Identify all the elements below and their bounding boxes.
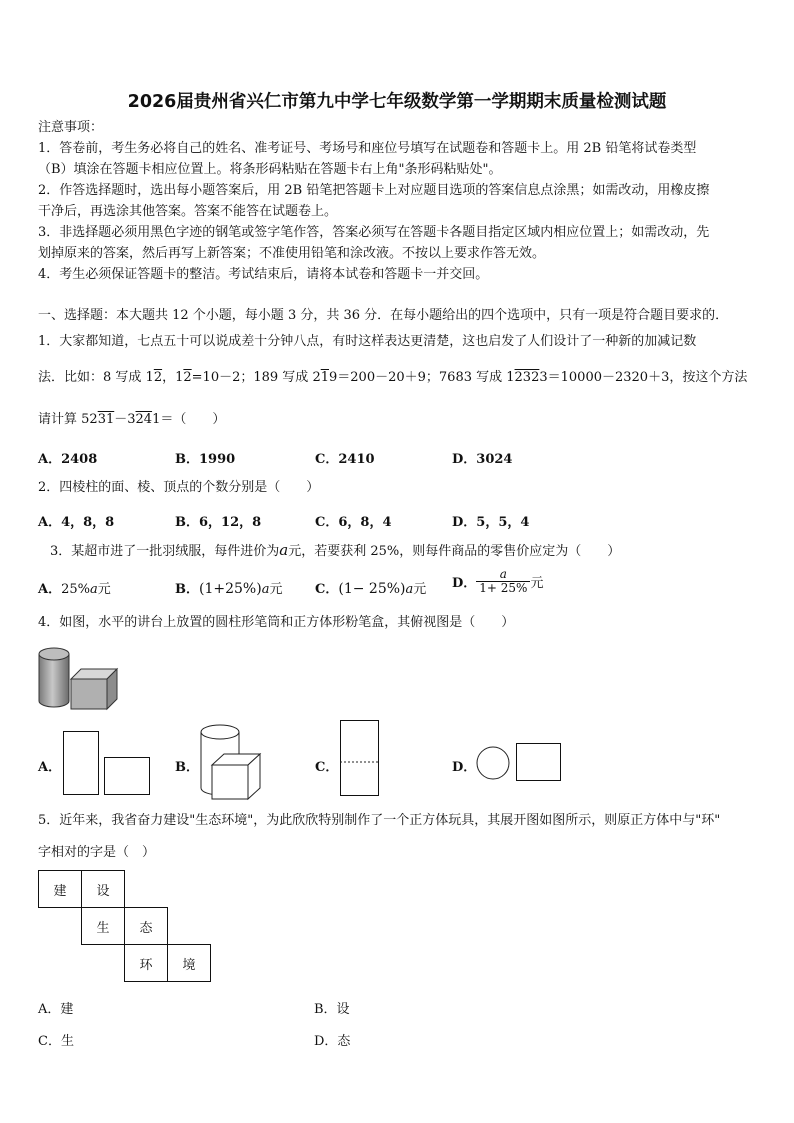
q5-stem-cont: 字相对的字是（ ） [38, 845, 156, 860]
net-cell-she: 设 [81, 870, 125, 908]
q3-option-c: C．(1− 25%)a元 [315, 581, 427, 597]
cylinder-cube-figure [38, 646, 120, 710]
q2-option-c: C．6，8，4 [315, 515, 392, 530]
q3-option-a: A．25%a元 [38, 582, 111, 597]
notice-line: 划掉原来的答案，然后再写上新答案；不准使用铅笔和涂改液。不按以上要求作答无效。 [38, 246, 546, 261]
q4-option-d-label: D． [452, 760, 477, 775]
q1-option-c: C．2410 [315, 452, 375, 467]
q1-option-a: A．2408 [38, 452, 98, 467]
section-heading: 一、选择题：本大题共 12 个小题，每小题 3 分，共 36 分．在每小题给出的四个选项中，只有一项是符合题目要求的． [38, 308, 729, 323]
q5-option-d: D．态 [314, 1034, 351, 1049]
net-cell-jian: 建 [38, 870, 82, 908]
q2-option-d: D．5，5，4 [452, 515, 530, 530]
q1-question: 请计算 5231－3241＝（ ） [38, 412, 226, 427]
q5-option-b: B．设 [314, 1002, 350, 1017]
q5-stem: 5．近年来，我省奋力建设"生态环境"，为此欣欣特别制作了一个正方体玩具，其展开图如图所示，则原正方体中与"环" [38, 813, 721, 828]
option-c-dashed-line [340, 761, 379, 763]
q2-stem: 2．四棱柱的面、棱、顶点的个数分别是（ ） [38, 480, 320, 495]
q3-option-b: B．(1+25%)a元 [175, 581, 283, 597]
page-title: 2026届贵州省兴仁市第九中学七年级数学第一学期期末质量检测试题 [127, 92, 667, 112]
q5-option-a: A．建 [38, 1002, 74, 1017]
q1-stem: 1．大家都知道，七点五十可以说成差十分钟八点，有时这样表达更清楚，这也启发了人们设计了一种新的加减记数 [38, 334, 697, 349]
option-c-rect [340, 720, 379, 796]
net-cell-jing: 境 [167, 944, 211, 982]
q4-option-a-label: A． [38, 760, 62, 775]
notice-line: 干净后，再选涂其他答案。答案不能答在试题卷上。 [38, 204, 338, 219]
notice-line: 2．作答选择题时，选出每小题答案后，用 2B 铅笔把答题卡上对应题目选项的答案信息点涂黑；如需改动，用橡皮擦 [38, 183, 710, 198]
notice-heading: 注意事项： [38, 120, 104, 135]
notice-line: 4．考生必须保证答题卡的整洁。考试结束后，请将本试卷和答题卡一并交回。 [38, 267, 489, 282]
q3-option-d: D． $\frac{a}{1+ 25\%}$ 元 [452, 567, 544, 595]
q1-option-d: D．3024 [452, 452, 513, 467]
net-cell-huan: 环 [124, 944, 168, 982]
notice-line: 1．答卷前，考生务必将自己的姓名、准考证号、考场号和座位号填写在试题卷和答题卡上。用 2B 铅笔将试卷类型 [38, 141, 697, 156]
q4-option-c-label: C． [315, 760, 339, 775]
net-cell-sheng: 生 [81, 907, 125, 945]
option-a-tall-rect [63, 731, 99, 795]
q5-option-c: C．生 [38, 1034, 74, 1049]
notice-line: 3．非选择题必须用黑色字迹的钢笔或签字笔作答，答案必须写在答题卡各题目指定区域内相应位置上；如需改动，先 [38, 225, 710, 240]
q4-stem: 4．如图，水平的讲台上放置的圆柱形笔筒和正方体形粉笔盒，其俯视图是（ ） [38, 615, 515, 630]
q1-examples: 法．比如：8 写成 12，12=10－2；189 写成 219＝200－20＋9；7683 写成 12323＝10000－2320＋3，按这个方法 [38, 370, 748, 385]
option-d-square [516, 743, 561, 781]
option-a-square [104, 757, 150, 795]
q2-option-b: B．6，12，8 [175, 515, 262, 530]
q3-stem: 3．某超市进了一批羽绒服，每件进价为a元，若要获利 25%，则每件商品的零售价应定为（ ） [50, 541, 621, 559]
q4-option-b-label: B． [175, 760, 199, 775]
option-d-circle [476, 746, 512, 782]
q2-option-a: A．4，8，8 [38, 515, 115, 530]
notice-line: （B）填涂在答题卡相应位置上。将条形码粘贴在答题卡右上角"条形码粘贴处"。 [38, 162, 502, 177]
q1-option-b: B．1990 [175, 452, 236, 467]
option-b-3d-figure [200, 722, 300, 800]
net-cell-tai: 态 [124, 907, 168, 945]
